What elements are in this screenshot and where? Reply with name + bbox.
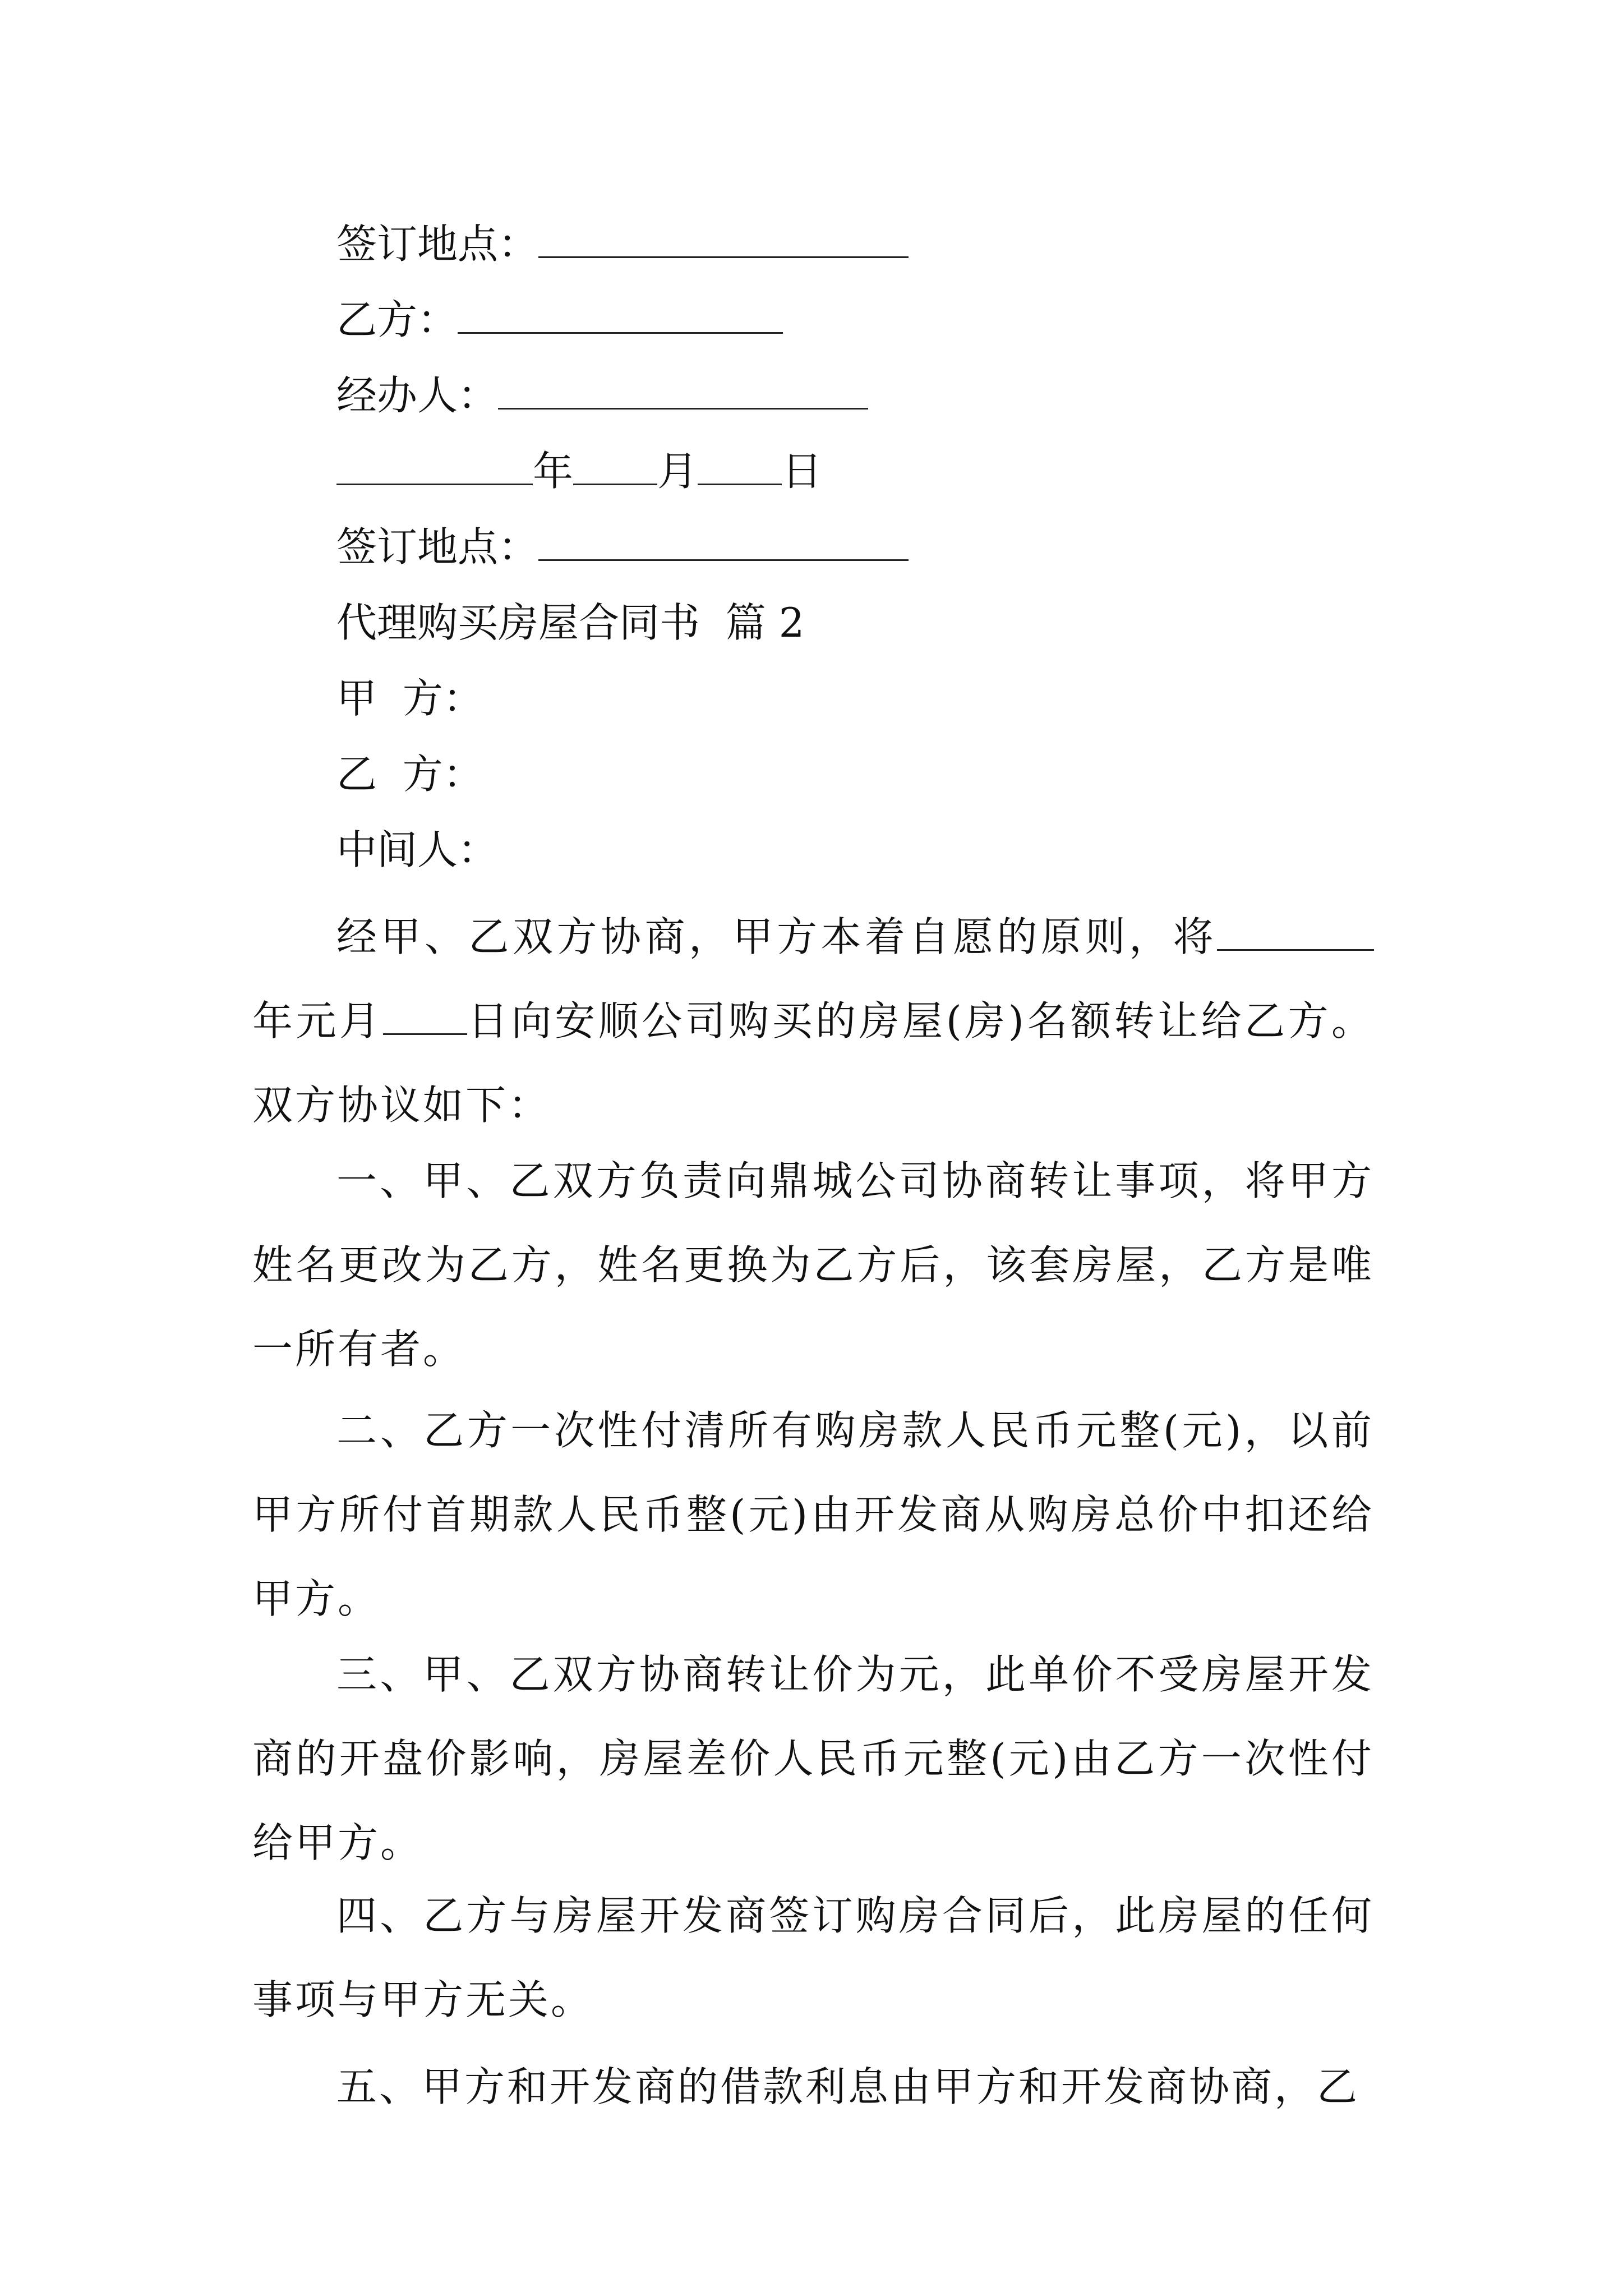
date-year-label: 年 xyxy=(533,448,574,495)
clause-1: 一、甲、乙双方负责向鼎城公司协商转让事项，将甲方姓名更改为乙方，姓名更换为乙方后，该套房屋，乙方是唯一所有者。 xyxy=(252,1157,1374,1373)
handler-blank xyxy=(498,373,868,409)
signing-place-label: 签订地点： xyxy=(336,220,539,268)
clause-5: 五、甲方和开发商的借款利息由甲方和开发商协商，乙 xyxy=(336,2063,1360,2110)
intro-text-1: 经甲、乙双方协商，甲方本着自愿的原则，将 xyxy=(336,913,1217,960)
party-b-label: 乙方： xyxy=(336,296,458,343)
clause-4: 四、乙方与房屋开发商签订购房合同后，此房屋的任何事项与甲方无关。 xyxy=(252,1892,1374,2023)
intro-text-2: 年元月 xyxy=(252,997,383,1045)
intro-paragraph xyxy=(252,895,1374,1147)
signing-place-blank xyxy=(538,222,909,258)
date-day-blank xyxy=(698,449,782,485)
section-heading: 代理购买房屋合同书 篇 2 xyxy=(336,599,805,646)
party-b-blank xyxy=(458,297,783,334)
date-month-label: 月 xyxy=(657,448,698,495)
date-day-label: 日 xyxy=(782,448,823,495)
signing-place-label-2: 签订地点： xyxy=(336,523,539,570)
clause-3: 三、甲、乙双方协商转让价为元，此单价不受房屋开发商的开盘价影响，房屋差价人民币元整(元)由乙方一次性付给甲方。 xyxy=(252,1651,1374,1866)
date-year-blank xyxy=(336,449,533,485)
signing-place-line xyxy=(336,222,909,266)
intro-blank-1 xyxy=(1217,914,1374,951)
party-a-label: 甲 方： xyxy=(336,675,483,722)
intro-text-3: 日向安顺公司购买的房屋(房)名额转让给乙方。双方协议如下： xyxy=(252,997,1374,1129)
handler-line xyxy=(336,373,868,418)
handler-label: 经办人： xyxy=(336,372,499,419)
intro-blank-2 xyxy=(383,999,467,1035)
signing-place-line-2 xyxy=(336,524,909,569)
signing-place-blank-2 xyxy=(538,524,909,561)
party-b-label-2: 乙 方： xyxy=(336,751,483,798)
intermediary-label: 中间人： xyxy=(336,826,499,873)
clause-2: 二、乙方一次性付清所有购房款人民币元整(元)，以前甲方所付首期款人民币整(元)由开发商从购房总价中扣还给甲方。 xyxy=(252,1407,1374,1622)
date-month-blank xyxy=(573,449,657,485)
date-line xyxy=(336,449,822,494)
party-b-line xyxy=(336,297,783,342)
